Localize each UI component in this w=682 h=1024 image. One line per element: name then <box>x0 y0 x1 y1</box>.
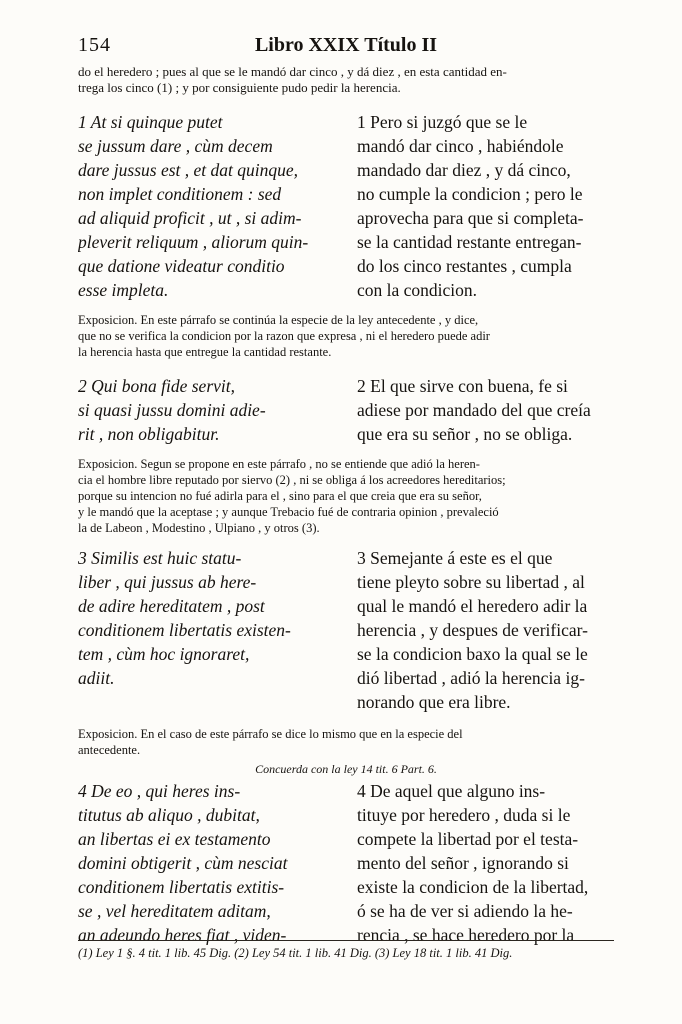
exposition-3 <box>78 726 614 758</box>
text-line: do el heredero ; pues al que se le mandó dar cinco , y dá diez , en esta cantidad en- <box>78 64 507 79</box>
exposition-line: la de Labeon , Modestino , Ulpiano , y otros (3). <box>78 521 320 535</box>
latin-line: non implet conditionem : sed <box>78 184 282 204</box>
latin-column <box>78 546 330 714</box>
latin-line: conditionem libertatis existen- <box>78 620 291 640</box>
latin-line: ad aliquid proficit , ut , si adim- <box>78 208 302 228</box>
spanish-line: dió libertad , adió la herencia ig- <box>357 668 585 688</box>
latin-line: dare jussus est , et dat quinque, <box>78 160 299 180</box>
latin-line: adiit. <box>78 668 115 688</box>
footnote-rule <box>78 940 614 941</box>
latin-line: se , vel hereditatem aditam, <box>78 901 271 921</box>
spanish-line: se la cantidad restante entregan- <box>357 232 582 252</box>
latin-line: se jussum dare , cùm decem <box>78 136 273 156</box>
spanish-line: 3 Semejante á este es el que <box>357 548 553 568</box>
page <box>78 34 614 947</box>
spanish-line: norando que era libre. <box>357 692 511 712</box>
latin-column <box>78 374 330 446</box>
spanish-line: con la condicion. <box>357 280 478 300</box>
exposition-line: que no se verifica la condicion por la razon que expresa , ni el heredero puede adir <box>78 329 490 343</box>
spanish-line: do los cinco restantes , cumpla <box>357 256 572 276</box>
page-header <box>78 34 614 62</box>
latin-column <box>78 110 330 302</box>
spanish-line: adiese por mandado del que creía <box>357 400 591 420</box>
spanish-line: 2 El que sirve con buena, fe si <box>357 376 568 396</box>
latin-line: 4 De eo , qui heres ins- <box>78 781 241 801</box>
exposition-line: Exposicion. Segun se propone en este párrafo , no se entiende que adió la heren- <box>78 457 480 471</box>
section-4 <box>78 779 614 947</box>
spanish-column <box>357 374 614 446</box>
concordance-note: Concuerda con la ley 14 tit. 6 Part. 6. <box>255 762 437 776</box>
running-title: Libro XXIX Título II <box>254 34 438 56</box>
spanish-line: no cumple la condicion ; pero le <box>357 184 583 204</box>
exposition-line: Exposicion. En este párrafo se continúa la especie de la ley antecedente , y dice, <box>78 313 479 327</box>
latin-line: tem , cùm hoc ignoraret, <box>78 644 250 664</box>
latin-line: 1 At si quinque putet <box>78 112 223 132</box>
spanish-line: mento del señor , ignorando si <box>357 853 569 873</box>
latin-line: titutus ab aliquo , dubitat, <box>78 805 260 825</box>
exposition-line: cia el hombre libre reputado por siervo (2) , ni se obliga á los acreedores hereditarios; <box>78 473 506 487</box>
spanish-line: 4 De aquel que alguno ins- <box>357 781 546 801</box>
spanish-line: existe la condicion de la libertad, <box>357 877 589 897</box>
latin-line: liber , qui jussus ab here- <box>78 572 257 592</box>
spanish-line: qual le mandó el heredero adir la <box>357 596 588 616</box>
latin-line: an libertas ei ex testamento <box>78 829 271 849</box>
spanish-line: ó se ha de ver si adiendo la he- <box>357 901 573 921</box>
spanish-column <box>357 546 614 714</box>
section-3 <box>78 546 614 714</box>
latin-line: 2 Qui bona fide servit, <box>78 376 235 396</box>
spanish-column <box>357 110 614 302</box>
exposition-line: antecedente. <box>78 743 141 757</box>
exposition-line: Exposicion. En el caso de este párrafo se dice lo mismo que en la especie del <box>78 727 463 741</box>
spanish-line: mandado dar diez , y dá cinco, <box>357 160 571 180</box>
exposition-line: porque su intencion no fué adirla para el , sino para el que creia que era su señor, <box>78 489 482 503</box>
page-number: 154 <box>78 34 111 56</box>
exposition-line: la herencia hasta que entregue la cantidad restante. <box>78 345 332 359</box>
latin-line: de adire hereditatem , post <box>78 596 265 616</box>
footnotes: (1) Ley 1 §. 4 tit. 1 lib. 45 Dig. (2) Ley 54 tit. 1 lib. 41 Dig. (3) Ley 18 tit. 1 lib. 41 Dig. <box>78 946 513 960</box>
text-line: trega los cinco (1) ; y por consiguiente pudo pedir la herencia. <box>78 80 401 95</box>
spanish-line: compete la libertad por el testa- <box>357 829 579 849</box>
spanish-line: aprovecha para que si completa- <box>357 208 584 228</box>
spanish-line: rencia , se hace heredero por la <box>357 925 575 945</box>
spanish-line: que era su señor , no se obliga. <box>357 424 573 444</box>
latin-line: an adeundo heres fiat , viden- <box>78 925 287 945</box>
section-2 <box>78 374 614 446</box>
spanish-line: se la condicion baxo la qual se le <box>357 644 588 664</box>
latin-line: rit , non obligabitur. <box>78 424 220 444</box>
latin-line: conditionem libertatis extitis- <box>78 877 285 897</box>
spanish-line: herencia , y despues de verificar- <box>357 620 588 640</box>
latin-line: pleverit reliquum , aliorum quin- <box>78 232 309 252</box>
exposition-2 <box>78 456 614 536</box>
latin-line: que datione videatur conditio <box>78 256 285 276</box>
exposition-line: y le mandó que la aceptase ; y aunque Trebacio fué de contraria opinion , prevaleció <box>78 505 499 519</box>
spanish-column <box>357 779 614 947</box>
latin-column <box>78 779 330 947</box>
latin-line: esse impleta. <box>78 280 169 300</box>
intro-paragraph <box>78 64 614 96</box>
section-1 <box>78 110 614 302</box>
latin-line: si quasi jussu domini adie- <box>78 400 266 420</box>
exposition-1 <box>78 312 614 360</box>
spanish-line: tiene pleyto sobre su libertad , al <box>357 572 585 592</box>
latin-line: 3 Similis est huic statu- <box>78 548 242 568</box>
spanish-line: tituye por heredero , duda si le <box>357 805 571 825</box>
spanish-line: 1 Pero si juzgó que se le <box>357 112 528 132</box>
spanish-line: mandó dar cinco , habiéndole <box>357 136 564 156</box>
latin-line: domini obtigerit , cùm nesciat <box>78 853 288 873</box>
